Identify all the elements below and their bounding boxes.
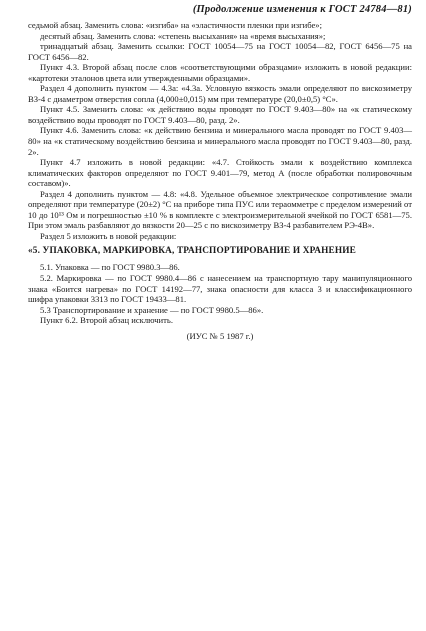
paragraph-clause-4-3a: Раздел 4 дополнить пунктом — 4.3а: «4.3а. Условную вязкость эмали определяют по вискозиметру ВЗ-4 с диаметром отверстия сопла (4,000±0,015) мм при температуре (20,0±0,5) °С». <box>28 83 412 104</box>
paragraph-clause-4-5: Пункт 4.5. Заменить слова: «к действию воды проводят по ГОСТ 9.403—80» на «к статическому воздействию воды проводят по ГОСТ 9.403—80, разд. 2». <box>28 104 412 125</box>
item-5-2: 5.2. Маркировка — по ГОСТ 9980.4—86 с нанесением на транспортную тару манипуляционного знака «Боится нагрева» по ГОСТ 14192—77, знака опасности для класса 3 и классификационного шифра упаковки 3313 по ГОСТ 19433—81. <box>28 273 412 305</box>
document-body <box>28 20 412 342</box>
item-6-2: Пункт 6.2. Второй абзац исключить. <box>40 315 173 326</box>
item-5-3: 5.3 Транспортирование и хранение — по ГОСТ 9980.5—86». <box>40 304 264 315</box>
paragraph-seventh-abzac: седьмой абзац. Заменить слова: «изгиба» на «эластичности пленки при изгибе»; <box>28 20 322 30</box>
paragraph-clause-4-3: Пункт 4.3. Второй абзац после слов «соответствующими образцами» изложить в новой редакции: «картотеки эталонов цвета или утвержденными образцами». <box>28 62 412 83</box>
section-5-heading: «5. УПАКОВКА, МАРКИРОВКА, ТРАНСПОРТИРОВАНИЕ И ХРАНЕНИЕ <box>28 246 356 257</box>
paragraph-clause-4-8: Раздел 4 дополнить пунктом — 4.8: «4.8. Удельное объемное электрическое сопротивление эмали определяют при температуре (20±2) °С на приборе типа ПУС или тераомметре с пределом измерений от 10 до 10¹³ Ом и погрешностью ±10 % в комплекте с электроизмерительной ячейкой по ГОСТ 6581—75. При этом эмаль разбавляют до вязкости 20—25 с по вискозиметру ВЗ-4 разбавителем РЭ-4В». <box>28 188 412 231</box>
paragraph-clause-4-7: Пункт 4.7 изложить в новой редакции: «4.7. Стойкость эмали к воздействию комплекса климатических факторов определяют по ГОСТ 9.401—79, метод А (после обработки полировочным составом)». <box>28 157 412 189</box>
paragraph-section-5-intro: Раздел 5 изложить в новой редакции: <box>40 230 177 241</box>
ius-reference: (ИУС № 5 1987 г.) <box>186 330 254 341</box>
paragraph-thirteenth-abzac: тринадцатый абзац. Заменить ссылки: ГОСТ 10054—75 на ГОСТ 10054—82, ГОСТ 6456—75 на ГОСТ 6456—82. <box>28 41 412 62</box>
item-5-1: 5.1. Упаковка — по ГОСТ 9980.3—86. <box>40 262 180 273</box>
paragraph-clause-4-6: Пункт 4.6. Заменить слова: «к действию бензина и минерального масла проводят по ГОСТ 9.403—80» на «к статическому воздействию бензина и минерального масла проводят по ГОСТ 9.403—80, разд. 2». <box>28 125 412 157</box>
paragraph-tenth-abzac: десятый абзац. Заменить слова: «степень высыхания» на «время высыхания»; <box>40 30 326 41</box>
running-header: (Продолжение изменения к ГОСТ 24784—81) <box>192 4 412 15</box>
